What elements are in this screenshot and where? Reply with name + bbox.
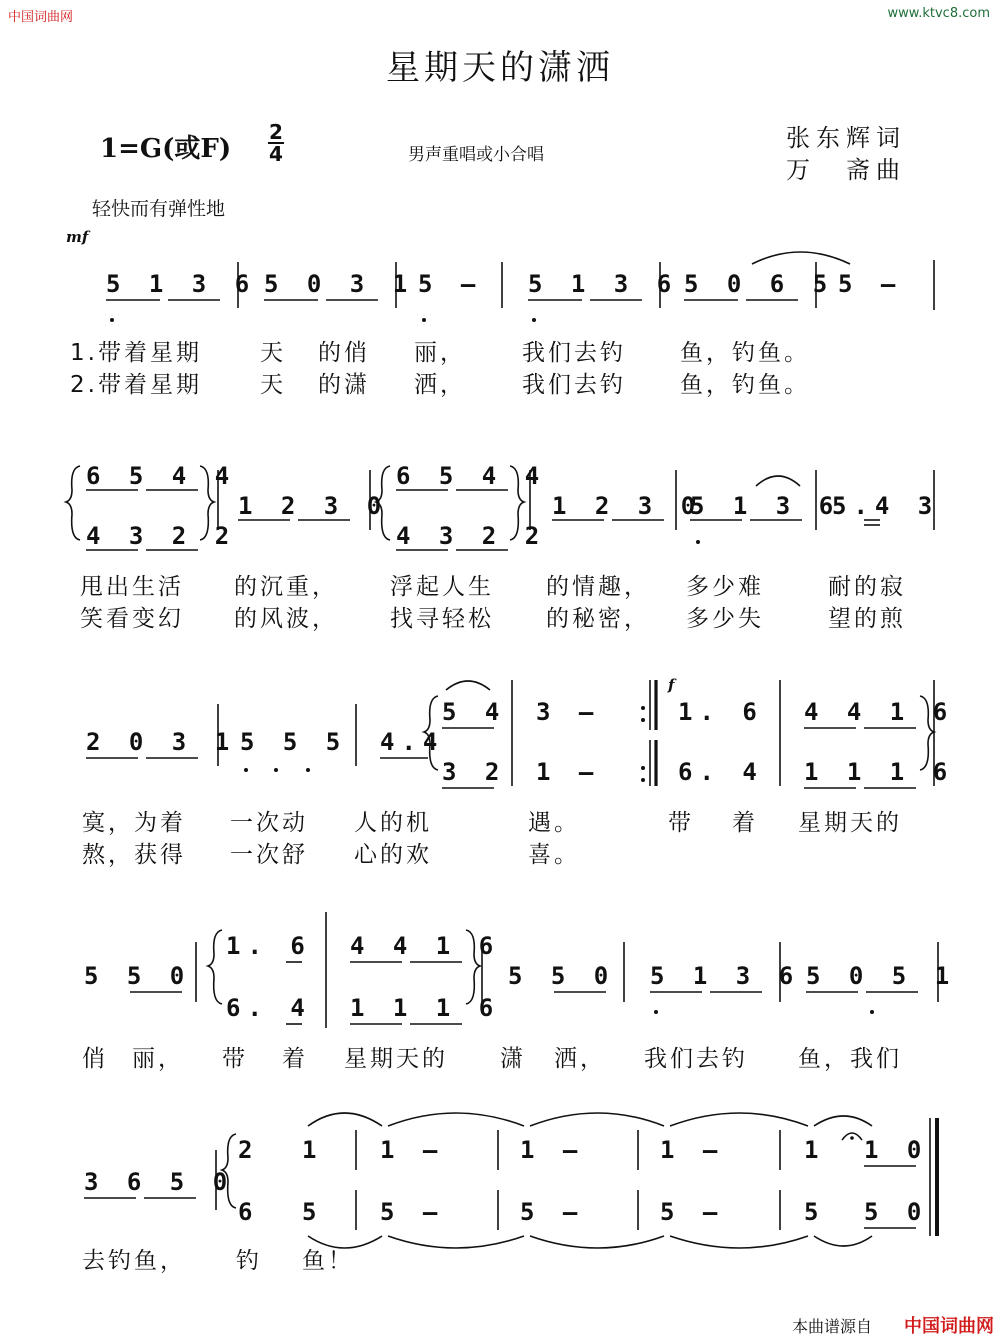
- s1-measure-5: 5 0 6 5: [684, 270, 835, 298]
- s2-lyric2-a: 笑看变幻: [80, 606, 184, 632]
- s2-measure-5: 5 1 3 6: [690, 492, 841, 520]
- s3-repeat-dots: [641, 706, 645, 782]
- s3-measure-3a: 4.4: [380, 728, 445, 756]
- site-logo-left[interactable]: 中国词曲网: [8, 10, 74, 25]
- s1-low-dot-1: [110, 318, 114, 322]
- performance-note: 男声重唱或小合唱: [408, 145, 544, 165]
- s5-lower-4: 5 –: [520, 1198, 585, 1226]
- s5-upper-6: 1: [804, 1136, 826, 1164]
- s1-barlines: [238, 260, 934, 310]
- tempo-marking: 轻快而有弹性地: [92, 198, 226, 220]
- s2-measure-6: 5.4 3: [832, 492, 940, 520]
- composer-credit: 万 斋曲: [786, 156, 906, 184]
- s5-brace: [222, 1134, 236, 1208]
- s2-lyric2-b: 的风波，: [234, 606, 338, 632]
- s1-lyric2-a: 2.带着星期: [70, 372, 202, 398]
- s3-lyric1-d: 遇。: [528, 810, 580, 836]
- s5-lyric-b: 钓: [236, 1248, 262, 1274]
- s3-lyric2-d: 喜。: [528, 842, 580, 868]
- s5-lower-1: 6: [238, 1198, 260, 1226]
- s4-lower-3: 1 1 1 6: [350, 994, 501, 1022]
- s5-upper-3: 1 –: [380, 1136, 445, 1164]
- s5-upper-4: 1 –: [520, 1136, 585, 1164]
- lyricist-credit: 张东辉词: [786, 124, 906, 152]
- s2-lyric2-e: 多少失: [686, 606, 764, 632]
- s1-lyric2-e: 我们去钓: [522, 372, 626, 398]
- s2-beams: [86, 490, 880, 550]
- s4-measure-1: 5 5 0: [84, 962, 192, 990]
- s3-lower-3b: 3 2: [442, 758, 507, 786]
- s2-lyric1-d: 的情趣，: [546, 574, 650, 600]
- s5-ties: [308, 1113, 872, 1248]
- s4-low-dot-2: [870, 1010, 874, 1014]
- s1-measure-6: 5 –: [838, 270, 903, 298]
- s1-lyric2-d: 洒，: [414, 372, 466, 398]
- s3-measure-2: 5 5 5: [240, 728, 348, 756]
- s5-lower-6: 5: [804, 1198, 826, 1226]
- s2-lyric1-f: 耐的寂: [828, 574, 906, 600]
- s1-slur: [752, 252, 850, 264]
- s4-lyric-a: 俏: [82, 1046, 108, 1072]
- s5-lower-5: 5 –: [660, 1198, 725, 1226]
- s2-measure-2: 1 2 3 0: [238, 492, 389, 520]
- time-signature-top: 2: [269, 120, 283, 144]
- s3-measure-1: 2 0 3 1: [86, 728, 237, 756]
- s1-low-dot-2: [422, 318, 426, 322]
- s4-lyric-c: 带: [222, 1046, 248, 1072]
- s3-beams: [86, 728, 916, 788]
- s1-lyric2-c: 的潇: [318, 372, 370, 398]
- s1-measure-4: 5 1 3 6: [528, 270, 679, 298]
- s3-lower-4: 1 –: [536, 758, 601, 786]
- s1-lyric1-a: 1.带着星期: [70, 340, 202, 366]
- s2-lyric2-c: 找寻轻松: [390, 606, 494, 632]
- s3-upper-4: 3 –: [536, 698, 601, 726]
- s5-lyric-c: 鱼！: [302, 1248, 354, 1274]
- s2-upper-3: 6 5 4 4: [396, 462, 547, 490]
- s5-barlines: [216, 1118, 937, 1236]
- s2-lower-3: 4 3 2 2: [396, 522, 547, 550]
- s5-upper-7: 1 0: [864, 1136, 929, 1164]
- s1-measure-2: 5 0 3 1: [264, 270, 415, 298]
- s1-lyric1-c: 的俏: [318, 340, 370, 366]
- s2-lyric1-b: 的沉重，: [234, 574, 338, 600]
- s2-lyric2-f: 望的煎: [828, 606, 906, 632]
- s2-lyric1-e: 多少难: [686, 574, 764, 600]
- footer-source-label: 本曲谱源自: [792, 1317, 873, 1336]
- s2-lower-1: 4 3 2 2: [86, 522, 237, 550]
- s3-lyric1-c: 人的机: [354, 810, 432, 836]
- s4-lyric-d: 着: [282, 1046, 308, 1072]
- footer-site-link[interactable]: 中国词曲网: [904, 1316, 994, 1337]
- s5-lower-3: 5 –: [380, 1198, 445, 1226]
- s3-lyric2-a: 熬，获得: [82, 842, 186, 868]
- s4-lower-2: 6. 4: [226, 994, 312, 1022]
- s5-lower-2: 5: [302, 1198, 324, 1226]
- s3-lyric1-a: 寞，为着: [82, 810, 186, 836]
- s4-lyric-b: 丽，: [132, 1046, 184, 1072]
- s5-measure-1: 3 6 5 0: [84, 1168, 235, 1196]
- s4-lyric-i: 鱼，我们: [798, 1046, 902, 1072]
- s4-lyric-f: 潇: [500, 1046, 526, 1072]
- s5-lyric-a: 去钓鱼，: [82, 1248, 186, 1274]
- s5-upper-5: 1 –: [660, 1136, 725, 1164]
- s2-barlines: [218, 470, 934, 530]
- s1-lyric2-b: 天: [260, 372, 286, 398]
- s3-upper-5: 1. 6: [678, 698, 764, 726]
- s4-upper-3: 4 4 1 6: [350, 932, 501, 960]
- s1-lyric1-b: 天: [260, 340, 286, 366]
- s2-lyric1-a: 甩出生活: [80, 574, 184, 600]
- s3-upper-3b: 5 4: [442, 698, 507, 726]
- s1-lyric1-f: 鱼，钓鱼。: [680, 340, 810, 366]
- s1-lyric1-d: 丽，: [414, 340, 466, 366]
- s4-measure-5: 5 1 3 6: [650, 962, 801, 990]
- dynamic-f: f: [668, 676, 675, 694]
- s5-lower-7: 5 0: [864, 1198, 929, 1226]
- s1-low-dot-3: [532, 318, 536, 322]
- s5-upper-2: 1: [302, 1136, 324, 1164]
- s3-slur: [446, 681, 490, 690]
- s1-measure-3: 5 –: [418, 270, 483, 298]
- s3-lower-6: 1 1 1 6: [804, 758, 955, 786]
- s4-low-dot-1: [654, 1010, 658, 1014]
- s1-lyric1-e: 我们去钓: [522, 340, 626, 366]
- song-title: 星期天的潇洒: [386, 48, 614, 88]
- site-url-right[interactable]: www.ktvc8.com: [887, 6, 990, 21]
- s4-lyric-e: 星期天的: [344, 1046, 448, 1072]
- s3-lyric2-b: 一次舒: [230, 842, 308, 868]
- s4-measure-4: 5 5 0: [508, 962, 616, 990]
- s2-braces: [66, 466, 524, 540]
- s5-upper-1: 2: [238, 1136, 260, 1164]
- s3-lyric2-c: 心的欢: [354, 842, 432, 868]
- s3-lyric1-b: 一次动: [230, 810, 308, 836]
- s4-barlines: [196, 912, 938, 1028]
- s4-measure-6: 5 0 5 1: [806, 962, 957, 990]
- s3-barlines: [218, 680, 934, 786]
- s4-beams: [130, 962, 918, 1024]
- s4-lyric-g: 洒，: [554, 1046, 606, 1072]
- s5-beams: [84, 1166, 916, 1228]
- s2-slur: [756, 476, 800, 486]
- s1-lyric2-f: 鱼，钓鱼。: [680, 372, 810, 398]
- s2-low-dot: [696, 540, 700, 544]
- s5-fermata: [842, 1133, 862, 1140]
- s2-measure-4: 1 2 3 0: [552, 492, 703, 520]
- s4-upper-2: 1. 6: [226, 932, 312, 960]
- s3-lyric1-f: 着: [732, 810, 758, 836]
- s3-braces: [424, 696, 934, 770]
- s3-low-dots: [244, 768, 310, 772]
- time-signature-bottom: 4: [269, 142, 283, 166]
- s3-lyric1-g: 星期天的: [798, 810, 902, 836]
- s3-upper-6: 4 4 1 6: [804, 698, 955, 726]
- key-signature: 1=G(或F): [100, 134, 232, 164]
- s4-braces: [208, 930, 480, 1004]
- s3-lower-5: 6. 4: [678, 758, 764, 786]
- s3-lyric1-e: 带: [668, 810, 694, 836]
- s1-measure-1: 5 1 3 6: [106, 270, 257, 298]
- s2-lyric1-c: 浮起人生: [390, 574, 494, 600]
- s2-lyric2-d: 的秘密，: [546, 606, 650, 632]
- s2-upper-1: 6 5 4 4: [86, 462, 237, 490]
- dynamic-mf: mf: [66, 228, 89, 246]
- s4-lyric-h: 我们去钓: [644, 1046, 748, 1072]
